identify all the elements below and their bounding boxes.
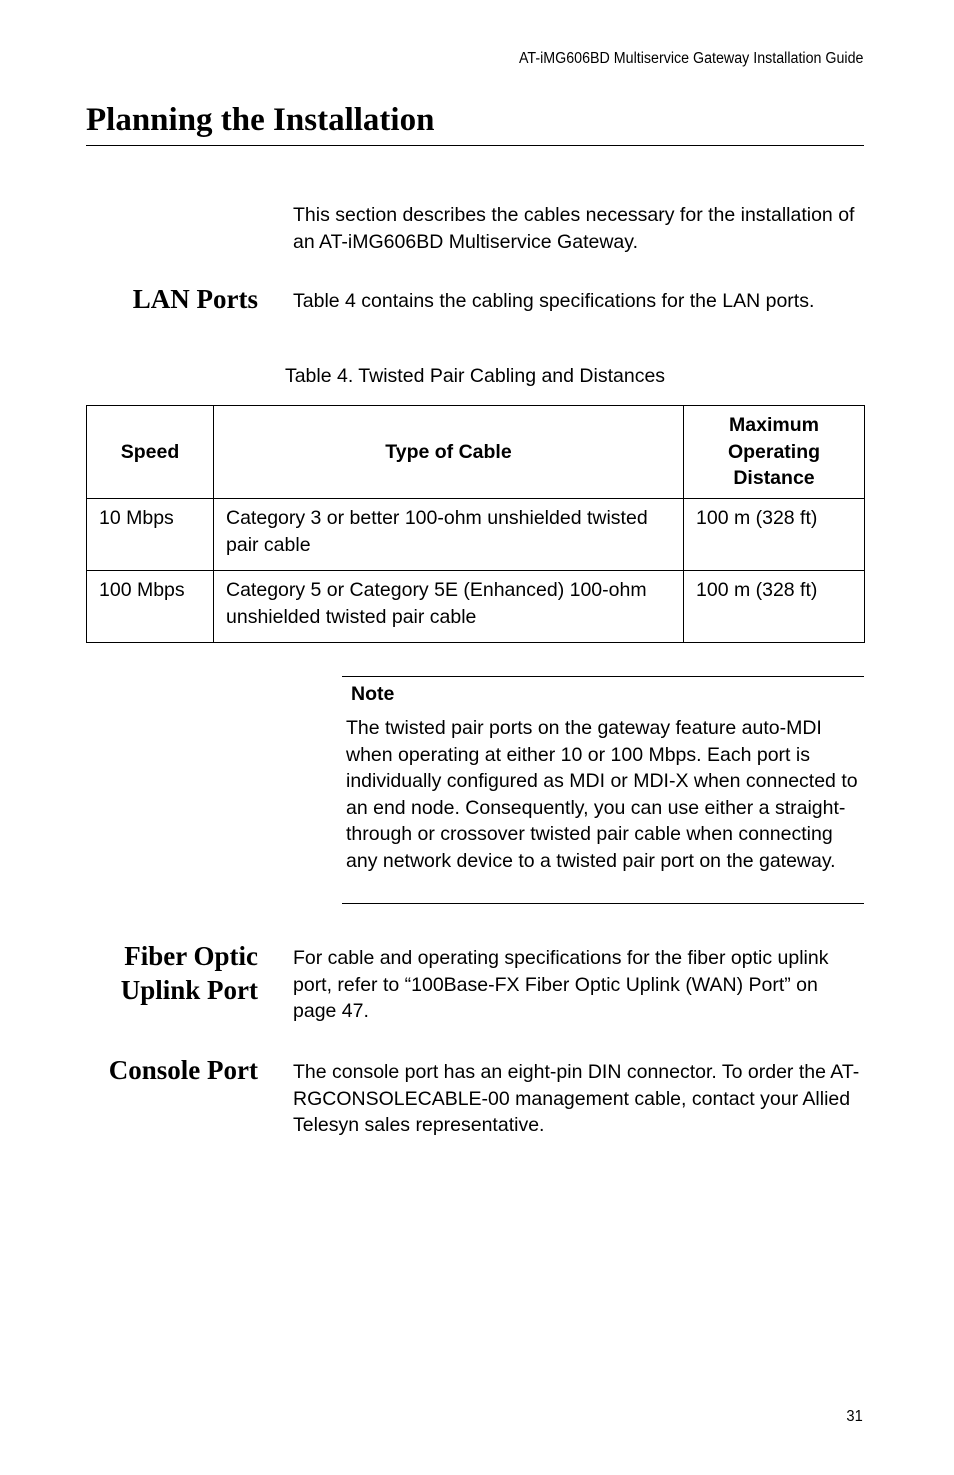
- cabling-table: [86, 405, 865, 643]
- fiber-optic-heading: [121, 939, 258, 1007]
- cell-speed: 100 Mbps: [87, 571, 214, 643]
- table-header-row: [87, 406, 865, 499]
- lan-ports-heading: LAN Ports: [132, 284, 258, 314]
- console-port-heading: Console Port: [108, 1055, 258, 1085]
- header-cable-type: Type of Cable: [214, 406, 684, 499]
- fiber-optic-paragraph: For cable and operating specifications for the fiber optic uplink port, refer to “100Base-FX Fiber Optic Uplink (WAN) Port” on page 47.: [293, 947, 829, 1022]
- intro-paragraph: This section describes the cables necessary for the installation of an AT-iMG606BD Multiservice Gateway.: [293, 204, 855, 253]
- cell-speed: 10 Mbps: [87, 499, 214, 571]
- console-port-paragraph: The console port has an eight-pin DIN connector. To order the AT-RGCONSOLECABLE-00 management cable, contact your Allied Telesyn sales representative.: [293, 1061, 860, 1136]
- lan-ports-paragraph: Table 4 contains the cabling specifications for the LAN ports.: [293, 290, 815, 312]
- note-text: The twisted pair ports on the gateway feature auto-MDI when operating at either 10 or 100 Mbps. Each port is individually configured as MDI or MDI-X when connected to an end node. Consequently, you can use either a straight-through or crossover twisted pair cable when connecting any network device to a twisted pair port on the gateway.: [346, 717, 858, 872]
- title-divider: [86, 145, 864, 146]
- cell-cable-type: Category 3 or better 100-ohm unshielded twisted pair cable: [214, 499, 684, 571]
- note-top-divider: [342, 676, 864, 677]
- note-bottom-divider: [342, 903, 864, 904]
- table-row: [87, 571, 865, 643]
- fiber-optic-heading-line2: Uplink Port: [120, 975, 258, 1005]
- header-max-distance: Maximum Operating Distance: [684, 406, 865, 499]
- table-caption: Table 4. Twisted Pair Cabling and Distances: [284, 365, 666, 387]
- page-title: Planning the Installation: [86, 102, 435, 138]
- running-header: AT-iMG606BD Multiservice Gateway Installation Guide: [518, 50, 863, 67]
- page-number: 31: [846, 1408, 863, 1425]
- cell-max-distance: 100 m (328 ft): [684, 499, 865, 571]
- header-speed: Speed: [87, 406, 214, 499]
- cell-cable-type: Category 5 or Category 5E (Enhanced) 100-ohm unshielded twisted pair cable: [214, 571, 684, 643]
- note-label: Note: [351, 683, 395, 705]
- cell-max-distance: 100 m (328 ft): [684, 571, 865, 643]
- table-row: [87, 499, 865, 571]
- fiber-optic-heading-line1: Fiber Optic: [124, 941, 258, 971]
